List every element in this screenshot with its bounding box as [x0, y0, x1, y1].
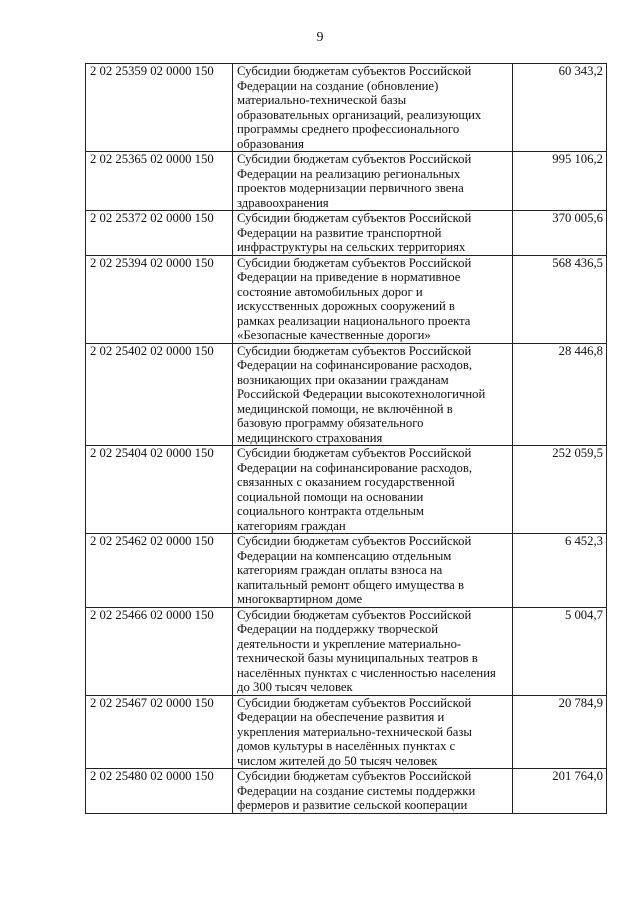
budget-description — [233, 534, 513, 608]
description-line: Федерации на создание (обновление) — [237, 78, 439, 93]
table-row — [86, 343, 607, 446]
budget-description — [233, 255, 513, 343]
description-line: многоквартирном доме — [237, 592, 363, 606]
description-line: Федерации на приведение в нормативное — [237, 270, 461, 284]
table-row — [86, 64, 607, 152]
budget-code: 2 02 25480 02 0000 150 — [86, 769, 233, 814]
budget-description — [233, 446, 513, 534]
budget-table-body — [86, 64, 607, 814]
budget-description — [233, 211, 513, 256]
budget-code: 2 02 25365 02 0000 150 — [86, 152, 233, 211]
description-line: медицинского страхования — [237, 430, 383, 445]
description-line: базовую программу обязательного — [237, 416, 424, 430]
budget-amount: 201 764,0 — [513, 769, 607, 814]
description-line: населённых пунктах с численностью населения — [237, 665, 496, 680]
description-line: категориям граждан оплаты взноса на — [237, 563, 443, 577]
budget-amount: 370 005,6 — [513, 211, 607, 256]
description-line: Федерации на обеспечение развития и — [237, 710, 445, 724]
table-row — [86, 255, 607, 343]
description-line: программы среднего профессионального — [237, 122, 460, 136]
budget-description — [233, 769, 513, 814]
description-line: Субсидии бюджетам субъектов Российской — [237, 211, 472, 225]
table-row — [86, 211, 607, 256]
description-line: социальной помощи на основании — [237, 489, 424, 504]
budget-description — [233, 695, 513, 769]
description-line: Федерации на создание системы поддержки — [237, 783, 476, 798]
description-line: фермеров и развитие сельской кооперации — [237, 798, 468, 812]
description-line: социального контракта отдельным — [237, 504, 424, 518]
description-line: Федерации на поддержку творческой — [237, 622, 439, 636]
budget-table — [85, 63, 607, 814]
description-line: инфраструктуры на сельских территориях — [237, 240, 466, 254]
description-line: технической базы муниципальных театров в — [237, 651, 478, 665]
description-line: Субсидии бюджетам субъектов Российской — [237, 607, 472, 622]
description-line: Субсидии бюджетам субъектов Российской — [237, 695, 472, 710]
description-line: образовательных организаций, реализующих — [237, 107, 482, 122]
description-line: Субсидии бюджетам субъектов Российской — [237, 343, 472, 358]
table-row — [86, 152, 607, 211]
table-row — [86, 607, 607, 695]
budget-amount: 568 436,5 — [513, 255, 607, 343]
budget-code: 2 02 25462 02 0000 150 — [86, 534, 233, 608]
description-line: искусственных дорожных сооружений в — [237, 299, 455, 313]
description-line: до 300 тысяч человек — [237, 680, 353, 694]
description-line: материально-технической базы — [237, 93, 407, 107]
description-line: Российской Федерации высокотехнологичной — [237, 387, 486, 401]
budget-code: 2 02 25394 02 0000 150 — [86, 255, 233, 343]
description-line: Субсидии бюджетам субъектов Российской — [237, 769, 472, 783]
budget-code: 2 02 25359 02 0000 150 — [86, 64, 233, 152]
description-line: образования — [237, 136, 304, 151]
description-line: «Безопасные качественные дороги» — [237, 328, 431, 342]
description-line: Федерации на компенсацию отдельным — [237, 548, 452, 563]
budget-description — [233, 607, 513, 695]
description-line: Субсидии бюджетам субъектов Российской — [237, 255, 472, 270]
description-line: состояние автомобильных дорог и — [237, 284, 423, 299]
description-line: капитальный ремонт общего имущества в — [237, 577, 464, 592]
table-row — [86, 534, 607, 608]
description-line: Федерации на софинансирование расходов, — [237, 358, 473, 372]
budget-code: 2 02 25466 02 0000 150 — [86, 607, 233, 695]
budget-description — [233, 152, 513, 211]
table-row — [86, 695, 607, 769]
budget-amount: 995 106,2 — [513, 152, 607, 211]
description-line: Субсидии бюджетам субъектов Российской — [237, 152, 472, 166]
table-row — [86, 446, 607, 534]
budget-description — [233, 64, 513, 152]
description-line: Субсидии бюджетам субъектов Российской — [237, 446, 472, 460]
budget-amount: 28 446,8 — [513, 343, 607, 446]
description-line: здравоохранения — [237, 195, 329, 210]
description-line: Субсидии бюджетам субъектов Российской — [237, 534, 472, 548]
description-line: медицинской помощи, не включённой в — [237, 401, 453, 416]
budget-code: 2 02 25467 02 0000 150 — [86, 695, 233, 769]
description-line: Федерации на реализацию региональных — [237, 166, 461, 181]
budget-amount: 5 004,7 — [513, 607, 607, 695]
description-line: возникающих при оказании гражданам — [237, 372, 449, 387]
description-line: рамках реализации национального проекта — [237, 313, 471, 328]
description-line: числом жителей до 50 тысяч человек — [237, 753, 438, 768]
budget-amount: 60 343,2 — [513, 64, 607, 152]
budget-code: 2 02 25402 02 0000 150 — [86, 343, 233, 446]
description-line: Субсидии бюджетам субъектов Российской — [237, 64, 472, 78]
description-line: домов культуры в населённых пунктах с — [237, 739, 456, 753]
description-line: связанных с оказанием государственной — [237, 475, 455, 489]
description-line: проектов модернизации первичного звена — [237, 181, 464, 195]
description-line: Федерации на развитие транспортной — [237, 225, 442, 240]
budget-code: 2 02 25404 02 0000 150 — [86, 446, 233, 534]
description-line: укрепления материально-технической базы — [237, 724, 472, 739]
description-line: категориям граждан — [237, 518, 346, 533]
budget-amount: 252 059,5 — [513, 446, 607, 534]
description-line: деятельности и укрепление материально- — [237, 636, 462, 651]
budget-code: 2 02 25372 02 0000 150 — [86, 211, 233, 256]
budget-description — [233, 343, 513, 446]
budget-amount: 6 452,3 — [513, 534, 607, 608]
table-row — [86, 769, 607, 814]
description-line: Федерации на софинансирование расходов, — [237, 460, 473, 475]
page-number: 9 — [316, 30, 324, 45]
budget-amount: 20 784,9 — [513, 695, 607, 769]
